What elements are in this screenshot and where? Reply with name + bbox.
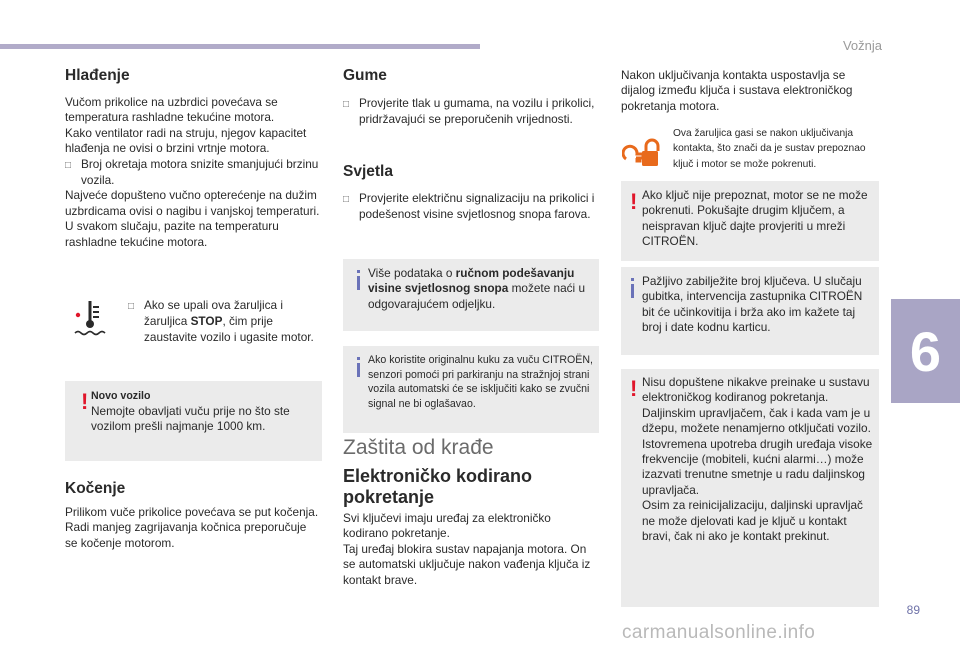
modifications-p2: Daljinskim upravljačem, čak i kada vam je u džepu, možete nenamjerno otključati vozilo. (642, 405, 871, 436)
immobiliser-p2: Taj uređaj blokira sustav napajanja motora. On se automatski uključuje nakon vađenja ključa iz kontakt brave. (343, 541, 591, 587)
lamp-text-b: , čim prije zaustavite vozilo i ugasite motor. (144, 314, 314, 344)
key-not-recognised-warning-box (621, 181, 879, 261)
cooling-bullet-text: Broj okretaja motora snizite smanjujući brzinu vozila. (81, 156, 319, 188)
coolant-lamp-text (128, 298, 323, 345)
cooling-text (65, 95, 320, 250)
towbar-info-box (343, 346, 599, 433)
header-bar (0, 44, 480, 49)
braking-title: Kočenje (65, 480, 126, 497)
new-vehicle-warning-box (65, 381, 322, 461)
exclamation-warning-icon: ! (81, 389, 89, 414)
info-icon (357, 276, 360, 290)
lights-bullet-text: Provjerite električnu signalizaciju na prikolici i podešenost visine svjetlosnog snopa farova. (359, 191, 595, 222)
new-vehicle-title: Novo vozilo (91, 390, 151, 402)
theft-protection-title: Zaštita od krađe (343, 436, 494, 459)
key-not-recognised-text: Ako ključ nije prepoznat, motor se ne može pokrenuti. Pokušajte drugim ključem, a neispravan ključ dajte provjeriti u mreži CITROËN. (642, 188, 868, 249)
info-icon (357, 363, 360, 377)
braking-text (65, 505, 320, 551)
immobiliser-title: Elektroničko kodirano pokretanje (343, 466, 533, 507)
key-count-info-box (621, 267, 879, 355)
modifications-p1: Nisu dopuštene nikakve preinake u sustavu elektroničkog kodiranog pokretanja. (642, 375, 870, 405)
headlamp-info-text: Više podataka o ručnom podešavanju visine svjetlosnog snopa možete naći u odgovarajućem odjeljku. (368, 266, 586, 311)
braking-p2: Radi manjeg zagrijavanja kočnica preporučuje se kočenje motorom. (65, 520, 307, 550)
immobiliser-text (343, 511, 599, 588)
tyres-title: Gume (343, 67, 387, 84)
new-vehicle-text: Nemojte obavljati vuču prije no što ste vozilom prešli najmanje 1000 km. (91, 403, 290, 433)
modifications-warning-box (621, 369, 879, 607)
cooling-title: Hlađenje (65, 67, 130, 84)
bullet-icon: □ (343, 99, 350, 110)
key-count-info-text: Pažljivo zabilježite broj ključeva. U slučaju gubitka, intervencija zastupnika CITROËN bit će učinkovitija i brža ako im kažete taj broj i date kodnu karticu. (642, 274, 863, 335)
stop-label: STOP (190, 314, 223, 329)
cooling-bullet (65, 157, 320, 189)
tyres-text (343, 96, 598, 128)
cooling-p4: U svakom slučaju, pazite na temperaturu rashladne tekućine motora. (65, 219, 279, 249)
exclamation-warning-icon: ! (630, 189, 638, 214)
cooling-p1: Vučom prikolice na uzbrdici povećava se temperatura rashladne tekućine motora. (65, 95, 278, 125)
modifications-p4: Osim za reinicijalizaciju, daljinski upravljač ne može djelovati kad je ključ u kontakt bravi, čak ni ako je kontakt prekinut. (642, 498, 863, 544)
headlamp-info-box (343, 259, 599, 331)
coolant-temperature-warning-icon (72, 298, 108, 338)
lights-text (343, 191, 598, 223)
bullet-icon: □ (128, 301, 135, 312)
immobiliser-key-lock-icon (622, 135, 660, 169)
page-number: 89 (906, 603, 920, 617)
towbar-info-text: Ako koristite originalnu kuku za vuču CITROËN, senzori pomoći pri parkiranju na stražnjoj strani vozila automatski će se isključiti kako se zvučni signal ne bi oglašavao. (368, 354, 593, 410)
exclamation-warning-icon: ! (630, 376, 638, 401)
watermark: carmanualsonline.info (622, 622, 816, 643)
tyres-bullet-text: Provjerite tlak u gumama, na vozilu i prikolici, pridržavajući se preporučenih vrijednosti. (359, 96, 595, 127)
chapter-tab: 6 (891, 299, 960, 403)
immobiliser-lamp-text: Ova žaruljica gasi se nakon uključivanja kontakta, što znači da je sustav prepoznao ključ i motor se može pokrenuti. (673, 128, 866, 170)
immobiliser-intro: Nakon uključivanja kontakta uspostavlja se dijalog između ključa i sustava elektroničkog pokretanja motora. (621, 68, 853, 113)
bullet-icon: □ (343, 194, 350, 205)
info-icon (631, 284, 634, 298)
lamp-text-a: Ako se upali ova žaruljica i žaruljica (144, 298, 284, 329)
braking-p1: Prilikom vuče prikolice povećava se put kočenja. (65, 505, 319, 519)
immobiliser-p1: Svi ključevi imaju uređaj za elektroničko kodirano pokretanje. (343, 511, 551, 541)
bullet-icon: □ (65, 159, 72, 171)
section-label: Vožnja (842, 38, 882, 53)
cooling-p3: Najveće dopušteno vučno opterećenje na dužim uzbrdicama ovisi o nagibu i vanjskoj temperaturi. (65, 188, 320, 218)
modifications-p3: Istovremena upotreba drugih uređaja visoke frekvencije (mobiteli, kućni alarmi…) može izazvati trenutne smetnje u radu daljinskog upravljača. (642, 436, 873, 497)
lights-title: Svjetla (343, 163, 393, 180)
cooling-p2: Kako ventilator radi na struju, njegov kapacitet hlađenja ne ovisi o brzini vrtnje motora. (65, 125, 307, 156)
